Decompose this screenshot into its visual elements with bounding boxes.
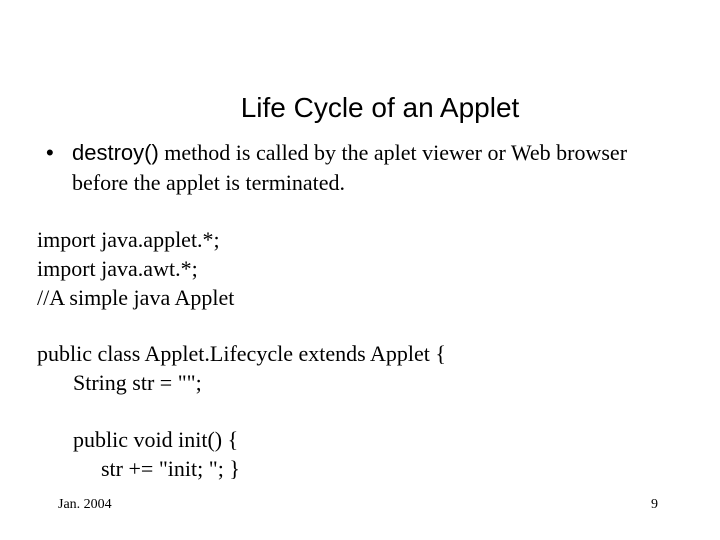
code-line-comment: //A simple java Applet <box>37 285 235 310</box>
bullet-line-2: before the applet is terminated. <box>72 170 346 195</box>
code-line-import-applet: import java.applet.*; <box>37 227 220 252</box>
bullet-line-1 <box>72 138 706 168</box>
code-line-string-field: String str = ""; <box>73 370 202 395</box>
code-line-class-declaration: public class Applet.Lifecycle extends Applet { <box>37 341 446 366</box>
code-line-import-awt: import java.awt.*; <box>37 256 198 281</box>
page-number: 9 <box>651 497 658 512</box>
method-name: destroy() <box>72 140 159 165</box>
bullet-text <box>72 138 706 198</box>
footer-date: Jan. 2004 <box>58 497 112 512</box>
bullet-line-1-rest: method is called by the aplet viewer or Web browser <box>158 140 628 165</box>
bullet-marker: • <box>46 140 54 165</box>
slide-title: Life Cycle of an Applet <box>240 92 520 123</box>
code-line-init-body: str += "init; "; } <box>101 456 240 481</box>
code-line-init-method: public void init() { <box>73 427 239 452</box>
